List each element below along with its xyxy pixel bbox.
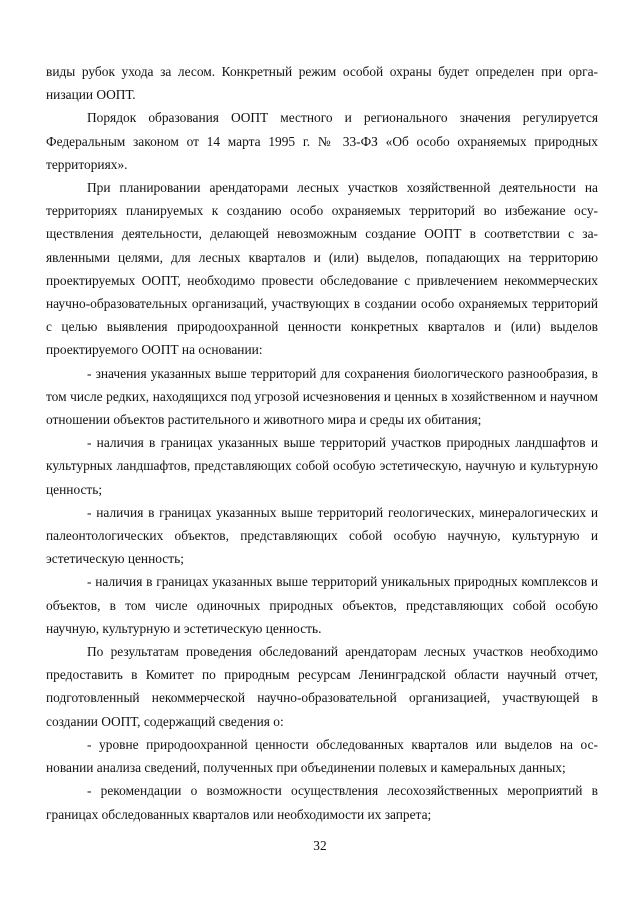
paragraph-continuation: виды рубок ухода за лесом. Конкретный режим особой охраны будет определен при организации ООПТ.: [46, 64, 598, 103]
list-item-landscapes: - наличия в границах указанных выше территорий участков природных ландшафтов и культурных ландшафтов, представляющих собой особую эстетическую, научную и культурную ценность;: [46, 435, 598, 497]
list-item-conservation-value: - уровне природоохранной ценности обследованных кварталов или выделов на основании анализа сведений, полученных при объединении полевых и камеральных данных;: [46, 736, 598, 776]
list-item-biodiversity: - значения указанных выше территорий для сохранения биологического разнообразия, в том числе редких, находящихся под угрозой исчезновения и ценных в хозяйственном и научном отношении объектов растительного и животного мира и среды их обитания;: [46, 365, 598, 428]
page-number: 32: [313, 838, 327, 853]
paragraph-survey-results: По результатам проведения обследований арендаторам лесных участков необходимо предоставить в Комитет по природным ресурсам Ленинградской области научный отчет, подготовленный некоммерческой научно-образовательной организацией, участвующей в создании ООПТ, содержащий сведения о:: [46, 644, 598, 729]
document-page: [46, 60, 598, 826]
list-item-unique-complexes: - наличия в границах указанных выше территорий уникальных природных комплексов и объектов, в том числе одиночных природных объектов, представляющих собой особую научную, культурную и эстетическую ценность.: [46, 574, 598, 636]
list-item-geological-objects: - наличия в границах указанных выше территорий геологических, минералогических и палеонтологических объектов, представляющих собой особую научную, культурную и эстетическую ценность;: [46, 504, 598, 567]
list-item-recommendations: - рекомендации о возможности осуществления лесохозяйственных мероприятий в границах обследованных кварталов или необходимости их запрета;: [46, 783, 598, 822]
paragraph-planning-survey: При планировании арендаторами лесных участков хозяйственной деятельности на территориях планируемых к созданию особо охраняемых территорий во избежание осуществления деятельности, делающей невозможным создание ООПТ в соответствии с заявленными целями, для лесных кварталов и (или) выделов, попадающих на территорию проектируемых ООПТ, необходимо провести обследование с привлечением некоммерческих научно-образовательных организаций, участвующих в создании особо охраняемых территорий с целью выявления природоохранной ценности конкретных кварталов и (или) выделов проектируемого ООПТ на основании:: [46, 180, 598, 358]
paragraph-oopt-formation: Порядок образования ООПТ местного и регионального значения регулируется Федеральным законом от 14 марта 1995 г. № 33-ФЗ «Об особо охраняемых природных территориях».: [46, 110, 598, 172]
